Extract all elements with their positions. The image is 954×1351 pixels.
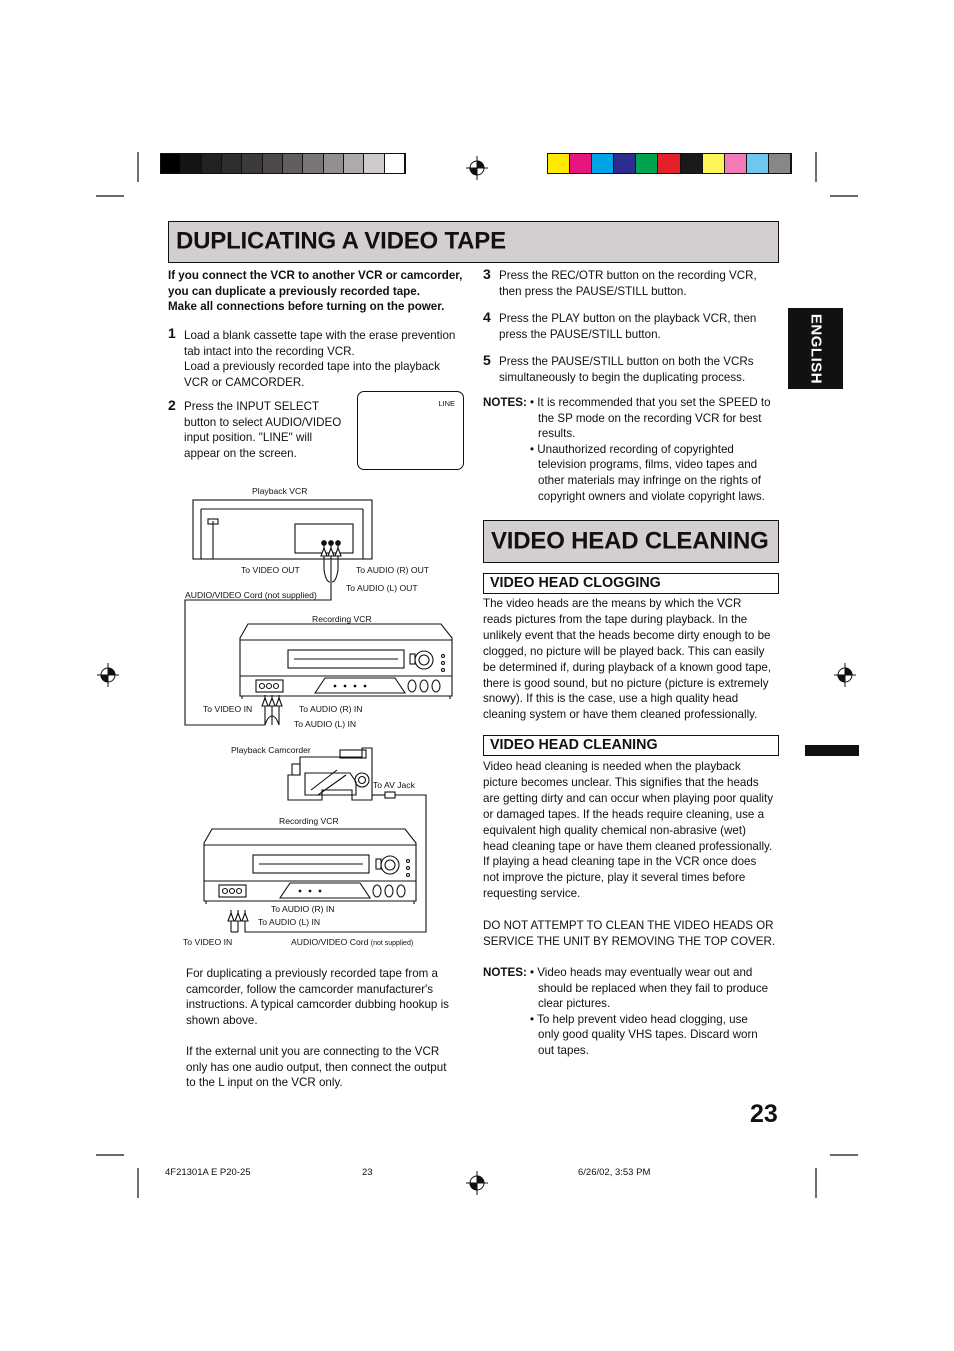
label-av-cord: AUDIO/VIDEO Cord (not supplied) [185, 590, 317, 600]
english-tab-label: ENGLISH [807, 313, 824, 384]
footer-date: 6/26/02, 3:53 PM [578, 1167, 651, 1178]
cleaning-text: Video head cleaning is needed when the playback picture becomes unclear. This signifies that the heads are getting dirty and can occur when playing poor quality or damaged tapes. If the heads require cleaning, use a equivalent high quality chemical non-abrasive (wet) head cleaning tape or have them cleaned professionally. If playing a head cleaning tape in the VCR once does not improve the picture, play it several times before requesting service. DO NOT ATTEMPT TO CLEAN THE VIDEO HEADS OR SERVICE THE UNIT BY REMOVING THE TOP COVER. [483, 759, 783, 950]
intro-text: If you connect the VCR to another VCR or camcorder, you can duplicate a previously recorded tape. Make all connections before turning on the power. [168, 269, 463, 314]
step-number: 3 [483, 266, 491, 282]
warning-text: DO NOT ATTEMPT TO CLEAN THE VIDEO HEADS OR [483, 918, 774, 932]
step-number: 2 [168, 397, 176, 413]
label-to-audio-r-in: To AUDIO (R) IN [271, 904, 335, 914]
notes-label: NOTES: [483, 396, 527, 409]
label-to-audio-l-in: To AUDIO (L) IN [294, 719, 357, 729]
label-playback-camcorder: Playback Camcorder [231, 745, 311, 755]
page-title: DUPLICATING A VIDEO TAPE [176, 227, 506, 255]
step-5-text: Press the PAUSE/STILL button on both the VCRs simultaneously to begin the duplicating process. [499, 355, 754, 384]
label-recording-vcr: Recording VCR [279, 816, 339, 826]
section-heading: VIDEO HEAD CLEANING [491, 526, 769, 554]
subsection-heading: VIDEO HEAD CLEANING [490, 737, 658, 753]
step-4-text: Press the PLAY button on the playback VCR, then press the PAUSE/STILL button. [499, 312, 757, 341]
label-to-audio-r-out: To AUDIO (R) OUT [356, 565, 430, 575]
step-number: 5 [483, 352, 491, 368]
page-number: 23 [750, 1100, 778, 1128]
step-3-text: Press the REC/OTR button on the recording VCR, then press the PAUSE/STILL button. [499, 269, 757, 298]
label-to-audio-l-out: To AUDIO (L) OUT [346, 583, 418, 593]
notes-head-cleaning: • Video heads may eventually wear out and should be replaced when they fail to produce clear pictures. • To help prevent video head clogging, use only good quality VHS tapes. Discard worn out tapes. [530, 966, 769, 1057]
label-to-video-out: To VIDEO OUT [241, 565, 300, 575]
notes-label: NOTES: [483, 966, 527, 979]
label-to-audio-l-in: To AUDIO (L) IN [258, 917, 321, 927]
camcorder-dubbing-text: For duplicating a previously recorded tape from a camcorder, follow the camcorder manufacturer's instructions. A typical camcorder dubbing hookup is shown above. If the external unit you are connecting to the VCR only has one audio output, then connect the output to the L input on the VCR only. [186, 967, 449, 1090]
step-number: 4 [483, 309, 491, 325]
label-playback-vcr: Playback VCR [252, 486, 308, 496]
step-2-text: Press the INPUT SELECT button to select AUDIO/VIDEO input position. "LINE" will appear on the screen. [184, 400, 342, 460]
footer-page: 23 [362, 1167, 373, 1178]
clogging-text: The video heads are the means by which the VCR reads pictures from the tape during playback. In the unlikely event that the heads become dirty enough to be clogged, no picture will be played back. This can easily be determined if, during playback of a known good tape, there is good sound, but no picture (picture is extremely snowy). If this is the case, use a high quality head cleaning system or have them cleaned professionally. [483, 597, 772, 722]
screen-line-label: LINE [438, 399, 455, 408]
step-1-text: Load a blank cassette tape with the erase prevention tab intact into the recording VCR. Load a previously recorded tape into the playback VCR or CAMCORDER. [184, 329, 456, 389]
label-recording-vcr: Recording VCR [312, 614, 372, 624]
label-to-audio-r-in: To AUDIO (R) IN [299, 704, 363, 714]
label-to-video-in: To VIDEO IN [183, 937, 233, 947]
subsection-cleaning [483, 735, 779, 756]
subsection-clogging [483, 573, 779, 594]
step-number: 1 [168, 325, 176, 341]
section-marker-bar [805, 745, 859, 756]
notes-duplicating: • It is recommended that you set the SPEED to the SP mode on the recording VCR for best results. • Unauthorized recording of copyrighted television programs, films, video tapes and other materials may infringe on the rights of copyright owners and violate copyright laws. [530, 396, 771, 503]
label-to-av-jack: To AV Jack [373, 780, 415, 790]
label-av-cord: AUDIO/VIDEO Cord (not supplied) [291, 937, 414, 947]
footer-code: 4F21301A E P20-25 [165, 1167, 251, 1178]
label-to-video-in: To VIDEO IN [203, 704, 253, 714]
subsection-heading: VIDEO HEAD CLOGGING [490, 575, 661, 591]
section-title-head-cleaning [483, 520, 779, 563]
english-language-tab [788, 308, 843, 389]
